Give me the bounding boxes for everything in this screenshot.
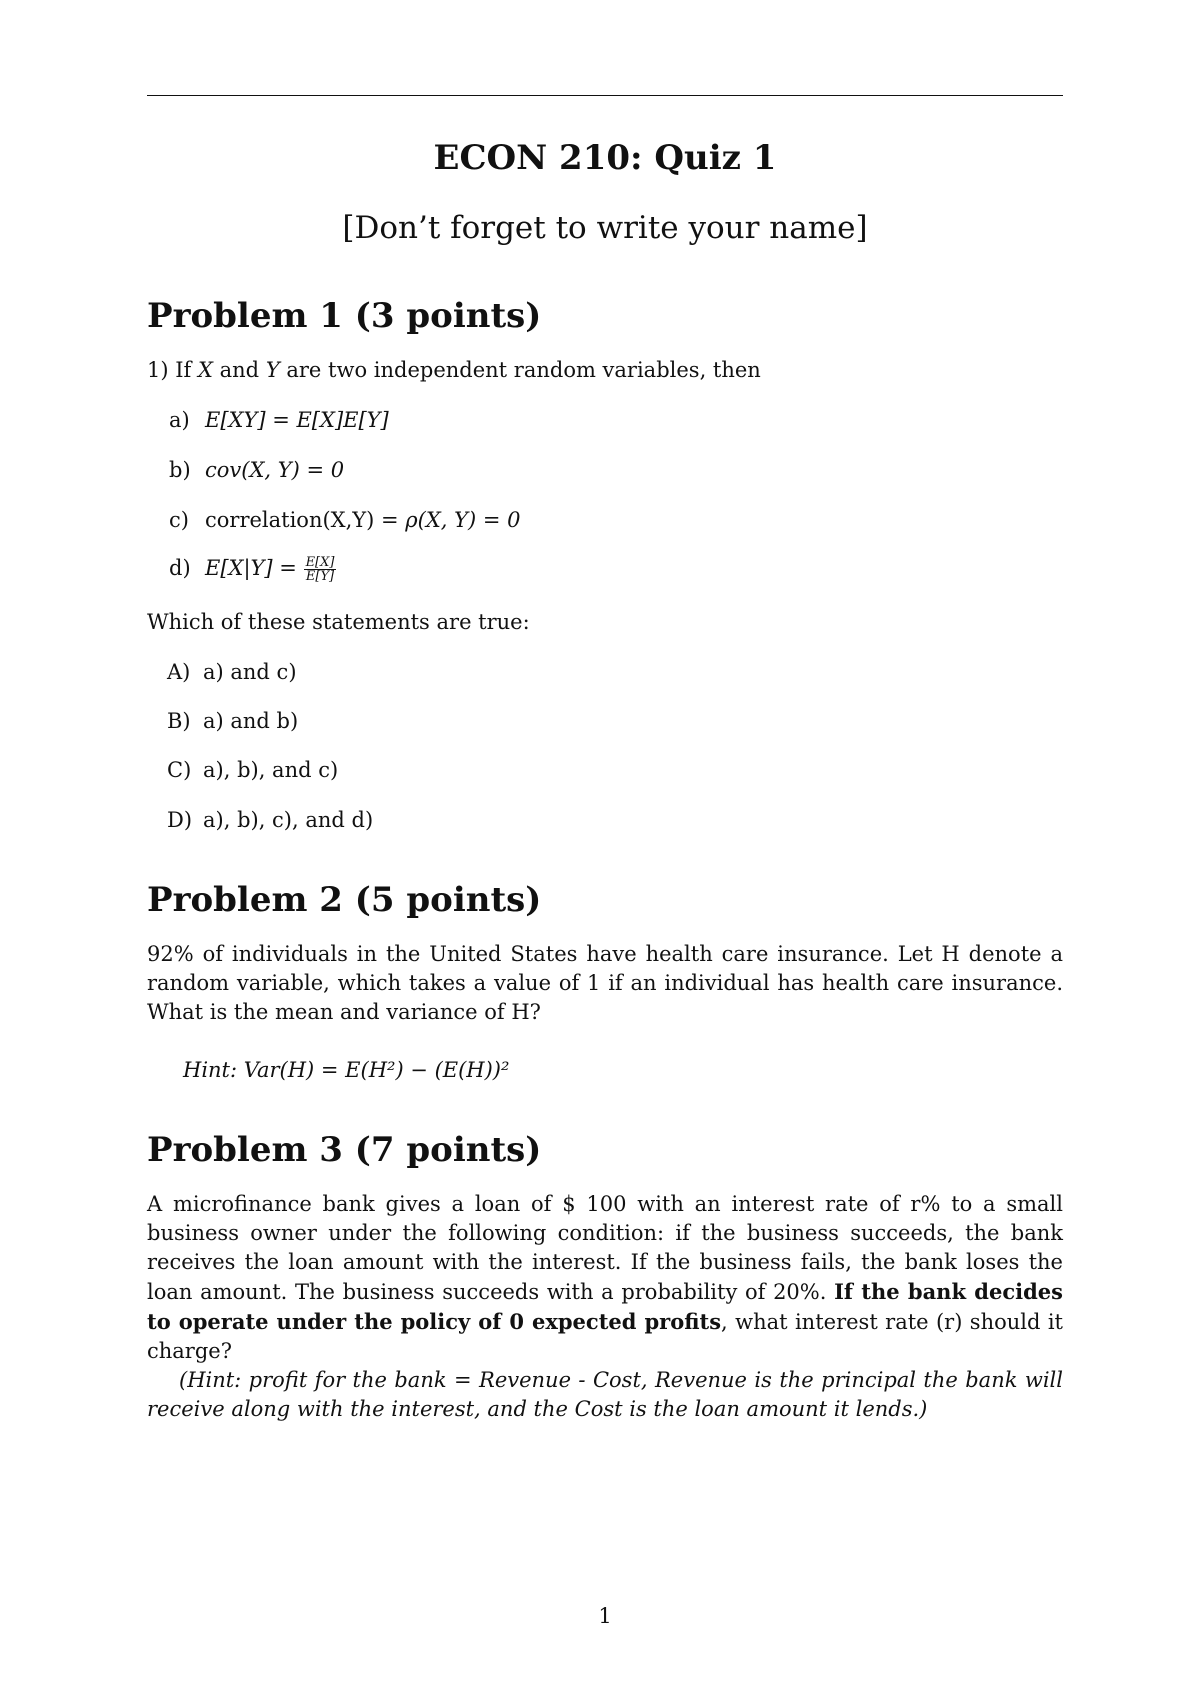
option-c <box>167 758 338 782</box>
statement-b-math: cov(X, Y) = 0 <box>205 458 345 482</box>
problem-3-hint: (Hint: profit for the bank = Revenue - Cost, Revenue is the principal the bank will receive along with the interest, and the Cost is the loan amount it lends.) <box>147 1368 1063 1421</box>
problem-1-intro <box>147 358 761 382</box>
intro-prefix: 1) If <box>147 358 192 382</box>
statement-b-label: b) <box>169 458 191 482</box>
option-b-text: a) and b) <box>203 709 299 733</box>
option-d-text: a), b), c), and d) <box>203 808 374 832</box>
statement-c-math: ρ(X, Y) = 0 <box>405 508 521 532</box>
page-number: 1 <box>598 1604 612 1628</box>
problem-1-question: Which of these statements are true: <box>147 610 530 634</box>
option-b-label: B) <box>167 709 191 733</box>
option-a-text: a) and c) <box>203 660 297 684</box>
problem-3-body-part1: A microfinance bank gives a loan of $ 100 with an interest rate of r% to a small business owner under the following condition: if the business succeeds, the bank receives the loan amount with the interest. If the business fails, the bank loses the loan amount. The business succeeds with a probability of 20%. <box>147 1192 1063 1304</box>
intro-x: X <box>197 358 213 382</box>
option-c-label: C) <box>167 758 192 782</box>
problem-2-body: 92% of individuals in the United States have health care insurance. Let H denote a random variable, which takes a value of 1 if an individual has health care insurance. What is the mean and variance of H? <box>147 942 1063 1024</box>
statement-c-text: correlation(X,Y) = <box>205 508 406 532</box>
statement-b <box>169 458 344 482</box>
statement-c <box>169 508 521 532</box>
fraction-denominator: E[Y] <box>305 569 335 584</box>
problem-3-body-part2: , what interest rate (r) should it charge? <box>147 1310 1063 1363</box>
page-title: ECON 210: Quiz 1 <box>433 138 777 178</box>
statement-d-label: d) <box>169 556 191 580</box>
top-rule <box>147 95 1063 96</box>
fraction-numerator: E[X] <box>305 555 335 570</box>
statement-c-label: c) <box>169 508 189 532</box>
problem-3-heading: Problem 3 (7 points) <box>147 1130 542 1170</box>
intro-and: and <box>219 358 260 382</box>
option-d-label: D) <box>167 808 193 832</box>
problem-3-body <box>147 1190 1063 1366</box>
option-a-label: A) <box>167 660 191 684</box>
intro-y: Y <box>265 358 280 382</box>
statement-d-fraction <box>304 556 337 583</box>
intro-suffix: are two independent random variables, then <box>286 358 761 382</box>
problem-2-hint: Hint: Var(H) = E(H²) − (E(H))² <box>183 1058 510 1082</box>
statement-a <box>169 408 389 432</box>
problem-1-heading: Problem 1 (3 points) <box>147 296 542 336</box>
option-d <box>167 808 373 832</box>
page-subtitle: [Don’t forget to write your name] <box>342 210 868 246</box>
problem-2-heading: Problem 2 (5 points) <box>147 880 542 920</box>
option-b <box>167 709 298 733</box>
statement-d <box>169 556 336 583</box>
statement-a-label: a) <box>169 408 190 432</box>
problem-3-body-bold: If the bank decides to operate under the policy of 0 expected profits <box>147 1279 1063 1334</box>
statement-d-math: E[X|Y] = <box>205 556 304 580</box>
option-a <box>167 660 297 684</box>
option-c-text: a), b), and c) <box>203 758 339 782</box>
statement-a-math: E[XY] = E[X]E[Y] <box>205 408 389 432</box>
